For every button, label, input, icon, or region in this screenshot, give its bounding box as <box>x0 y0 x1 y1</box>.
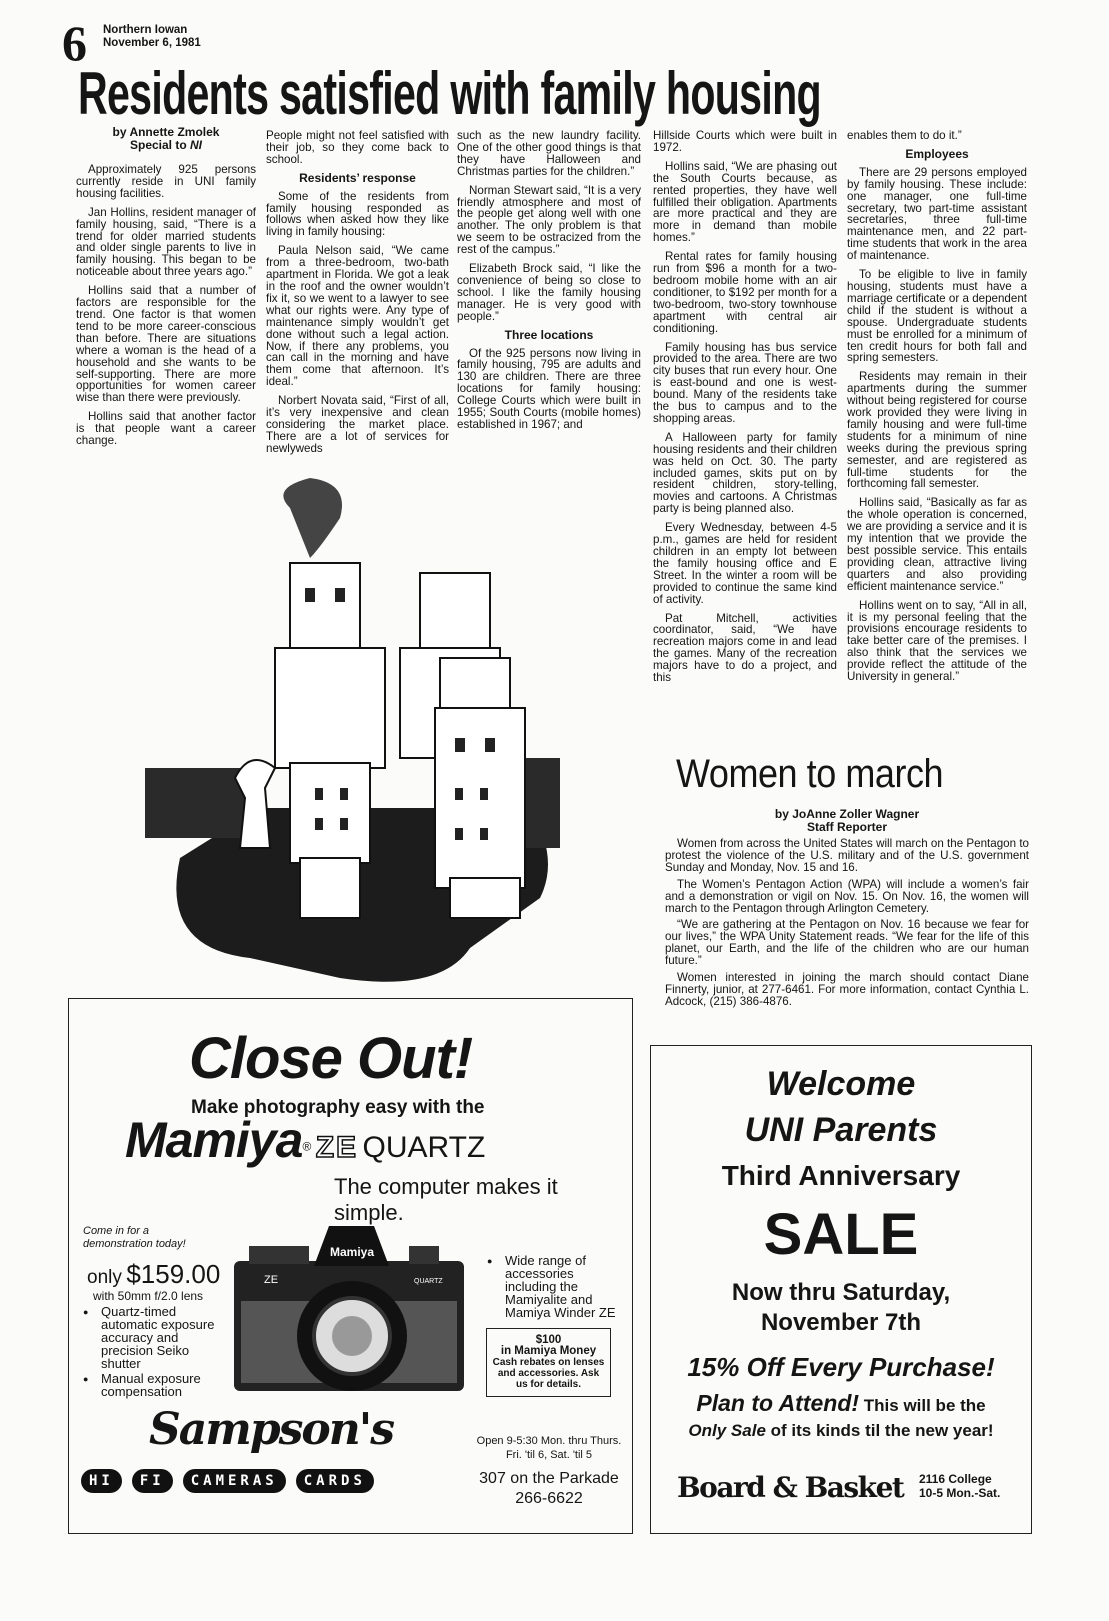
department-badge: CAMERAS <box>183 1469 286 1493</box>
plan-text: This will be the <box>859 1396 986 1415</box>
store-contact <box>464 1469 634 1509</box>
feature-item: ● Quartz-timed automatic exposure accuracy and precision Seiko shutter <box>83 1305 223 1370</box>
article-column-4 <box>653 130 837 691</box>
paragraph: Jan Hollins, resident manager of family housing, said, “There is a trend for older married students and older single parents to live in family housing. This began to be noticeable about three years ago.” <box>76 205 256 279</box>
march-byline <box>665 808 1029 834</box>
camera-quartz-text: QUARTZ <box>414 1278 443 1285</box>
article-column-5 <box>847 130 1027 690</box>
article-headline: Residents satisfied with family housing <box>78 60 821 127</box>
feature-item: ● Manual exposure compensation <box>83 1372 223 1398</box>
ad-brand-line <box>125 1111 485 1169</box>
smoke-cloud <box>283 478 342 558</box>
paragraph: Hollins said, “Basically as far as the whole operation is concerned, we are providing a service and it is my intention that we provide the best possible service. This entails providing clean, attractive living quarters and also providing efficient maintenance service.” <box>847 496 1027 593</box>
store-logo: Board & Basket <box>677 1471 904 1504</box>
ad-only-sale <box>651 1419 1031 1443</box>
lens-note: with 50mm f/2.0 lens <box>93 1289 204 1303</box>
march-article <box>665 808 1029 1013</box>
byline <box>76 126 256 152</box>
author: by Annette Zmolek <box>112 125 220 139</box>
features-right <box>487 1254 622 1319</box>
paragraph: Residents may remain in their apartments during the summer without being registered for course work provided they were living in family housing and were full-time students for a minimum of nine weeks during the previous spring semester, and are registered as full-time students for the forthcoming fall semester. <box>847 370 1027 491</box>
section-heading: Residents’ response <box>299 170 416 185</box>
paragraph: Some of the residents from family housing responded as follows when asked how they like living in family housing: <box>266 189 449 239</box>
store-hours: 10-5 Mon.-Sat. <box>919 1486 1001 1500</box>
ad-dates: Now thru Saturday, <box>731 1279 951 1306</box>
masthead <box>103 24 201 50</box>
section-heading: Employees <box>905 146 969 161</box>
demo-note: Come in for a demonstration today! <box>83 1225 186 1250</box>
rebate-box <box>486 1328 611 1397</box>
author-credit <box>76 139 256 152</box>
ad-anniversary: Third Anniversary <box>721 1160 961 1191</box>
section-heading: Three locations <box>504 327 594 342</box>
paragraph: Approximately 925 persons currently reside in UNI family housing facilities. <box>76 163 256 200</box>
paragraph: Rental rates for family housing run from $96 a month for a two-bedroom mobile home with an air conditioner, to $192 per month for a two-bedroom, two-story townhouse apartment with central air conditioning. <box>653 250 837 335</box>
mamiya-advertisement <box>68 998 633 1534</box>
march-headline: Women to march <box>676 752 944 796</box>
hours-line: Open 9-5:30 Mon. thru Thurs. <box>476 1435 622 1447</box>
model-suffix: QUARTZ <box>362 1131 486 1164</box>
store-address: 2116 College <box>919 1472 992 1486</box>
ad-subhead: Make photography easy with the <box>191 1097 485 1118</box>
paragraph: Women from across the United States will march on the Pentagon to protest the violence of the U.S. military and of the U.S. government Sunday and Monday, Nov. 15 and 16. <box>665 837 1029 874</box>
ad-plan <box>651 1390 1031 1419</box>
paragraph: Hollins went on to say, “All in all, it is my personal feeling that the provisions encourage residents to take better care of the premises. I also think that the services we provide reflect the attitude of the University in general.” <box>847 598 1027 684</box>
store-hours <box>464 1434 634 1462</box>
ad-welcome: Welcome <box>766 1065 916 1103</box>
only-sale-text: of its kinds til the new year! <box>765 1421 994 1440</box>
article-column-2 <box>266 130 449 462</box>
store-info <box>919 1472 1000 1500</box>
paragraph: such as the new laundry facility. One of the other good things is that they have Halloween and Christmas parties for the children.” <box>457 129 641 178</box>
paragraph: Every Wednesday, between 4-5 p.m., games are held for resident children in an empty lot between the family housing office and E Street. In the winter a room will be provided to continue the same kind of activity. <box>653 521 837 606</box>
article-column-1 <box>76 126 256 454</box>
paragraph: The Women’s Pentagon Action (WPA) will include a women’s fair and a demonstration or vigil on Nov. 15. On Nov. 16, the women will march to the Pentagon through Arlington Cemetery. <box>665 877 1029 915</box>
march-credit: Staff Reporter <box>806 820 887 834</box>
store-phone: 266-6622 <box>515 1490 583 1507</box>
plan-emphasis: Plan to Attend! <box>696 1390 860 1416</box>
brand-logo: Mamiya <box>125 1112 303 1168</box>
rebate-text: Cash rebates on lenses and accessories. Ask us for details. <box>492 1357 605 1390</box>
page-number: 6 <box>62 15 87 71</box>
ad-discount: 15% Off Every Purchase! <box>687 1352 995 1382</box>
paragraph: Hollins said that a number of factors are responsible for the trend. One factor is that women tend to be more career-conscious than before. There are situations where a woman is the head of a household and she wants to be self-supporting. There are more opportunities for women career wise than there were previously. <box>76 284 256 405</box>
article-column-3 <box>457 130 641 438</box>
issue-date: November 6, 1981 <box>103 37 201 49</box>
price <box>87 1259 220 1290</box>
paragraph: People might not feel satisfied with their job, so they come back to school. <box>266 129 449 166</box>
hours-line: Fri. 'til 6, Sat. 'til 5 <box>505 1449 593 1461</box>
paragraph: There are 29 persons employed by family housing. These include: one manager, one full-time secretary, two part-time assistant secretaries, three full-time maintenance men, and 22 part-time students that work in the area of maintenance. <box>847 165 1027 263</box>
paragraph: Women interested in joining the march should contact Diane Finnerty, junior, at 277-6461. For more information, contact Cynthia L. Adcock, (215) 386-4876. <box>665 971 1029 1008</box>
store-address: 307 on the Parkade <box>479 1470 619 1487</box>
department-badge: FI <box>132 1469 173 1493</box>
price-prefix: only <box>87 1267 122 1288</box>
only-sale-emphasis: Only Sale <box>688 1421 766 1440</box>
ad-dates-2: November 7th <box>760 1309 922 1336</box>
registered-mark: ® <box>302 1139 312 1154</box>
department-badge: CARDS <box>296 1469 374 1493</box>
model-logo: ZE <box>315 1131 359 1164</box>
paragraph: Hollins said that another factor is that people want a career change. <box>76 410 256 448</box>
ad-tagline: The computer makes it simple. <box>334 1174 558 1225</box>
paragraph: Hillside Courts which were built in 1972. <box>653 129 837 154</box>
paragraph: Norman Stewart said, “It is a very friendly atmosphere and most of the people get along well with one another. The only problem is that we seem to be ostracized from the rest of the campus.” <box>457 183 641 257</box>
credit-publication: NI <box>190 138 203 152</box>
paragraph: Of the 925 persons now living in family housing, 795 are adults and 130 are children. There are three locations for family housing: College Courts which were built in 1955; South Courts (mobile homes) established in 1967; and <box>457 346 641 431</box>
paragraph: Hollins said, “We are phasing out the South Courts because, as rented properties, they have well fulfilled their obligation. Apartments are more practical and they are more in demand than mobile homes.” <box>653 159 837 245</box>
features-left <box>83 1305 223 1398</box>
ad-parents: UNI Parents <box>744 1111 938 1149</box>
departments <box>81 1469 374 1493</box>
feature-item: ● Wide range of accessories including the Mamiyalite and Mamiya Winder ZE <box>487 1254 622 1319</box>
paragraph: Pat Mitchell, activities coordinator, said, “We have recreation majors come in and lead the games. Many of the recreation majors have to do a project, and this <box>653 611 837 685</box>
camera-image <box>229 1221 474 1421</box>
paragraph: “We are gathering at the Pentagon on Nov. 16 because we fear for our lives,” the WPA Unity Statement reads. “We fear for the life of this planet, our Earth, and the life of the children who are our human future.” <box>665 918 1029 968</box>
paragraph: To be eligible to live in family housing, students must have a marriage certificate or a dependent child if the student is without a spouse. Undergraduate students must be enrolled for a minimum of ten credit hours for both fall and spring semesters. <box>847 268 1027 365</box>
paragraph: A Halloween party for family housing residents and their children was held on Oct. 30. The party included games, skits put on by resident children, story-telling, movies and cartoons. A Christmas party is being planned also. <box>653 430 837 516</box>
paragraph: Norbert Novata said, “First of all, it’s very inexpensive and clean considering the market place. There are a lot of services for newlyweds <box>266 394 449 455</box>
paragraph: Family housing has bus service provided to the area. There are two city buses that run every hour. One is east-bound and one is west-bound. Many of the residents take the bus to campus and to the shopping areas. <box>653 340 837 425</box>
paragraph: enables them to do it.” <box>847 129 962 142</box>
rebate-title: in Mamiya Money <box>500 1345 597 1357</box>
board-basket-advertisement <box>650 1045 1032 1534</box>
store-logo: Sampson's <box>149 1404 393 1455</box>
credit-text: Special to <box>129 138 191 152</box>
ad-headline: Close Out! <box>189 1026 473 1091</box>
camera-model-text: ZE <box>264 1274 279 1286</box>
camera-brand-text: Mamiya <box>329 1245 375 1259</box>
march-author: by JoAnne Zoller Wagner <box>774 807 920 821</box>
paragraph: Elizabeth Brock said, “I like the convenience of being so close to school. I like the family housing manager. He is very good with people.” <box>457 262 641 323</box>
rebate-amount: $100 <box>535 1334 562 1346</box>
paper-name: Northern Iowan <box>103 24 188 36</box>
department-badge: HI <box>81 1469 122 1493</box>
ad-sale: SALE <box>763 1202 919 1267</box>
paragraph: Paula Nelson said, “We came from a three-bedroom, two-bath apartment in Florida. We got a leak in the roof and the owner wouldn’t fix it, so we went to a lawyer to see what our rights were. Any type of maintenance simply wouldn’t get done without such a legal action. Now, if there any problems, you can call in the morning and have them come that afternoon. It’s ideal.” <box>266 244 449 389</box>
price-value: $159.00 <box>126 1259 221 1289</box>
housing-illustration <box>140 478 570 993</box>
